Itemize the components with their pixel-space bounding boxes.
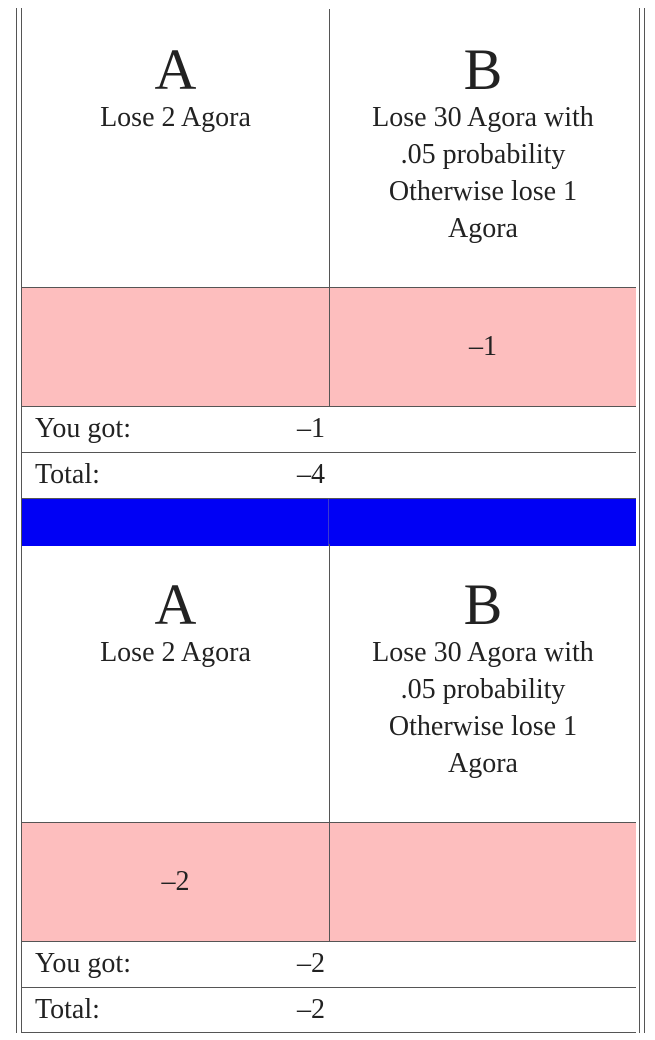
outcome-a-cell (22, 823, 329, 941)
you-got-value: –2 (297, 948, 325, 979)
option-a-description: Lose 2 Agora (100, 102, 251, 133)
option-b-letter: B (463, 37, 503, 102)
option-b-button[interactable] (329, 544, 636, 822)
outcome-b-cell (329, 823, 636, 941)
you-got-row (22, 406, 636, 452)
you-got-label: You got: (35, 413, 131, 444)
outcome-row (22, 822, 636, 941)
option-b-button[interactable] (329, 9, 636, 287)
separator-divider (328, 499, 329, 546)
option-b-description: Lose 30 Agora with .05 probability Otherwise lose 1 Agora (372, 637, 594, 779)
outcome-row (22, 287, 636, 406)
option-b-letter: B (463, 572, 503, 637)
option-a-description: Lose 2 Agora (100, 637, 251, 668)
total-label: Total: (35, 459, 100, 490)
total-label: Total: (35, 994, 100, 1025)
you-got-value: –1 (297, 413, 325, 444)
outcome-a-value: –2 (161, 866, 190, 897)
outcome-b-value: –1 (469, 331, 497, 362)
option-a-letter: A (154, 572, 197, 637)
options-row (22, 9, 636, 287)
outcome-a-cell (22, 288, 329, 406)
option-a-button[interactable] (22, 544, 329, 822)
you-got-label: You got: (35, 948, 131, 979)
option-a-letter: A (154, 37, 197, 102)
outcome-b-cell (329, 288, 636, 406)
total-value: –4 (297, 459, 325, 490)
trial-separator (22, 498, 636, 546)
total-row (22, 452, 636, 498)
option-b-description: Lose 30 Agora with .05 probability Otherwise lose 1 Agora (372, 102, 594, 244)
you-got-row (22, 941, 636, 987)
total-value: –2 (297, 994, 325, 1025)
option-a-button[interactable] (22, 9, 329, 287)
options-row (22, 544, 636, 822)
total-row (22, 987, 636, 1033)
